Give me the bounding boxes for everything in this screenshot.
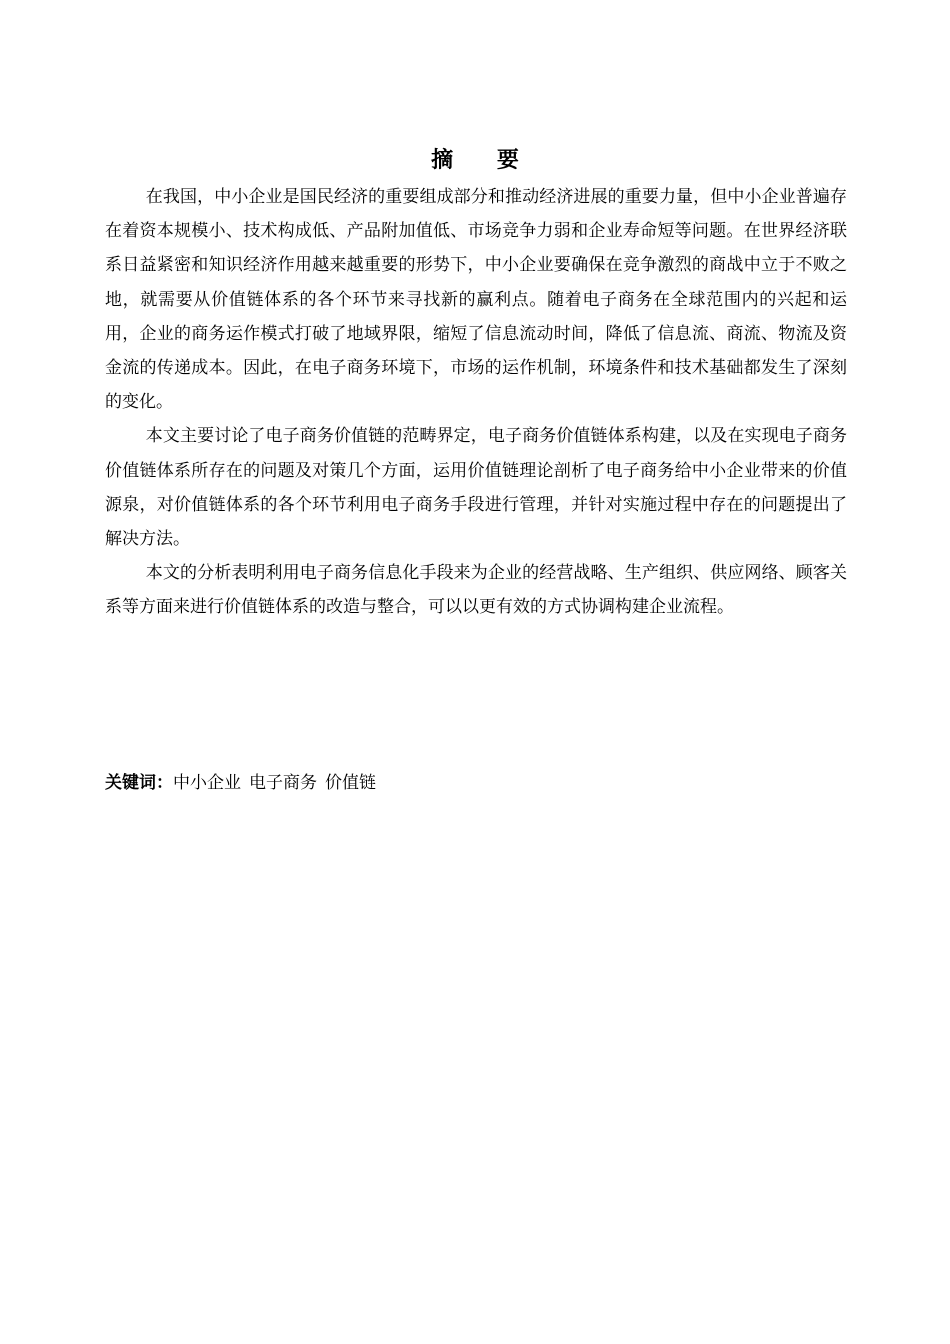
abstract-paragraph-2: 本文主要讨论了电子商务价值链的范畴界定，电子商务价值链体系构建，以及在实现电子商务价值链体系所存在的问题及对策几个方面，运用价值链理论剖析了电子商务给中小企业带来的价值源泉，对价值链体系的各个环节利用电子商务手段进行管理，并针对实施过程中存在的问题提出了解决方法。 — [105, 426, 847, 550]
keywords-line — [105, 766, 847, 800]
abstract-body — [105, 180, 847, 625]
keyword-item: 电子商务 — [249, 773, 317, 793]
abstract-paragraph-3: 本文的分析表明利用电子商务信息化手段来为企业的经营战略、生产组织、供应网络、顾客关系等方面来进行价值链体系的改造与整合，可以以更有效的方式协调构建企业流程。 — [105, 563, 847, 618]
abstract-title: 摘 要 — [431, 148, 537, 173]
keyword-item: 中小企业 — [173, 773, 241, 793]
keywords-label: 关键词： — [105, 773, 173, 793]
abstract-paragraph-1: 在我国，中小企业是国民经济的重要组成部分和推动经济进展的重要力量，但中小企业普遍存在着资本规模小、技术构成低、产品附加值低、市场竞争力弱和企业寿命短等问题。在世界经济联系日益紧密和知识经济作用越来越重要的形势下，中小企业要确保在竞争激烈的商战中立于不败之地，就需要从价值链体系的各个环节来寻找新的赢利点。随着电子商务在全球范围内的兴起和运用，企业的商务运作模式打破了地域界限，缩短了信息流动时间，降低了信息流、商流、物流及资金流的传递成本。因此，在电子商务环境下，市场的运作机制，环境条件和技术基础都发生了深刻的变化。 — [105, 187, 847, 413]
keyword-item: 价值链 — [325, 773, 376, 793]
